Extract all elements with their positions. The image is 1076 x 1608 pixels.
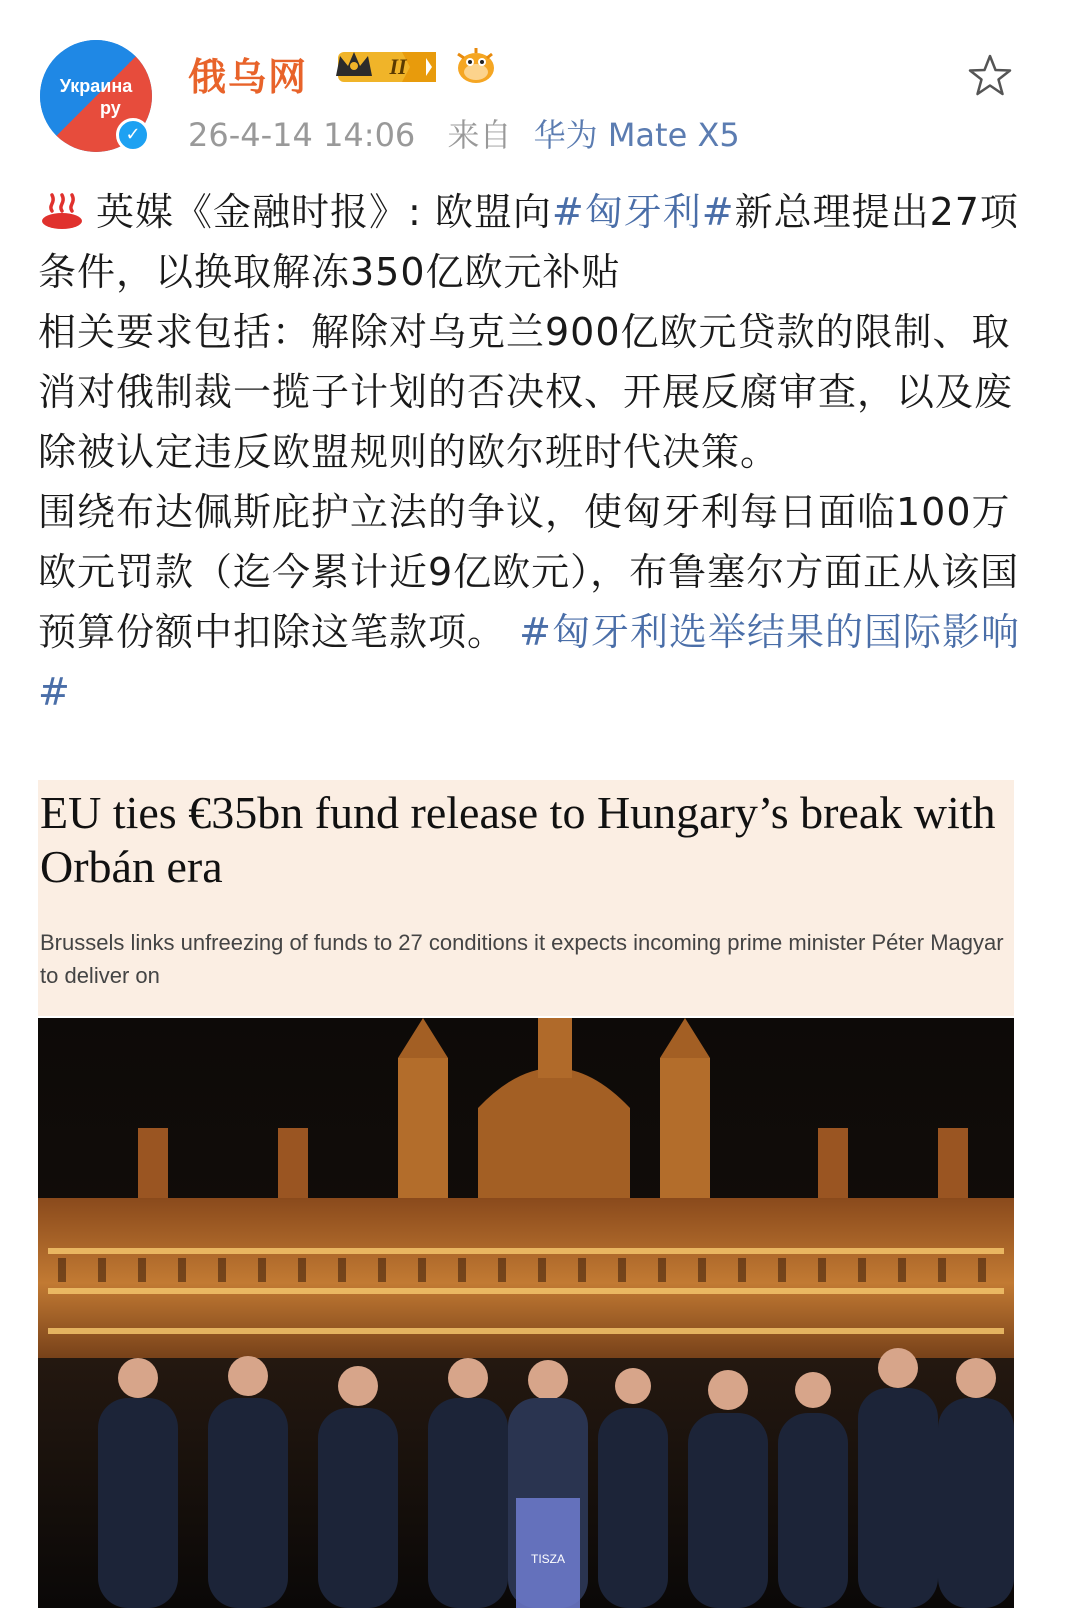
article-image-card[interactable] (38, 780, 1014, 1608)
timestamp: 26-4-14 14:06 (188, 116, 416, 154)
article-subheadline: Brussels links unfreezing of funds to 27 conditions it expects incoming prime minister Péter Magyar to deliver on (40, 930, 1004, 988)
avatar-logo-text-secondary: ру (100, 98, 121, 118)
hot-spring-icon (38, 191, 86, 231)
post-text-fine: 围绕布达佩斯庇护立法的争议，使匈牙利每日面临100万欧元罚款（迄今累计近9亿欧元），布鲁塞尔方面正从该国预算份额中扣除这笔款项。 (38, 490, 1020, 654)
post-text-lead: 英媒《金融时报》: 欧盟向 (96, 190, 552, 234)
hashtag-election-impact[interactable]: #匈牙利选举结果的国际影响# (38, 610, 1020, 714)
level-badge-text: II (389, 54, 407, 79)
fish-emoji-icon (452, 44, 498, 88)
source-prefix: 来自 (447, 116, 512, 154)
author-name[interactable]: 俄乌网 (188, 55, 309, 99)
hashtag-hungary[interactable]: #匈牙利# (551, 190, 735, 234)
crown-badge-icon[interactable] (332, 46, 440, 86)
post-paragraph-3 (38, 482, 1028, 722)
verified-icon: ✓ (116, 118, 150, 152)
source-device[interactable]: 华为 Mate X5 (533, 116, 740, 154)
star-icon[interactable] (966, 52, 1014, 100)
article-headline: EU ties €35bn fund release to Hungary’s break with Orbán era (40, 787, 996, 892)
post-paragraph-2: 相关要求包括：解除对乌克兰900亿欧元贷款的限制、取消对俄制裁一揽子计划的否决权、开展反腐审查，以及废除被认定违反欧盟规则的欧尔班时代决策。 (38, 310, 1014, 474)
avatar-logo-text: Украина (59, 76, 133, 96)
podium-label: TISZA (530, 1552, 566, 1566)
post-body (38, 182, 1028, 722)
parliament-photo (38, 1018, 1014, 1608)
post-meta (188, 110, 740, 156)
post-header (0, 0, 1076, 170)
post-paragraph-1 (38, 182, 1028, 302)
post-text-lead-end: 新总理提出27项条件，以换取解冻350亿欧元补贴 (38, 190, 1019, 294)
